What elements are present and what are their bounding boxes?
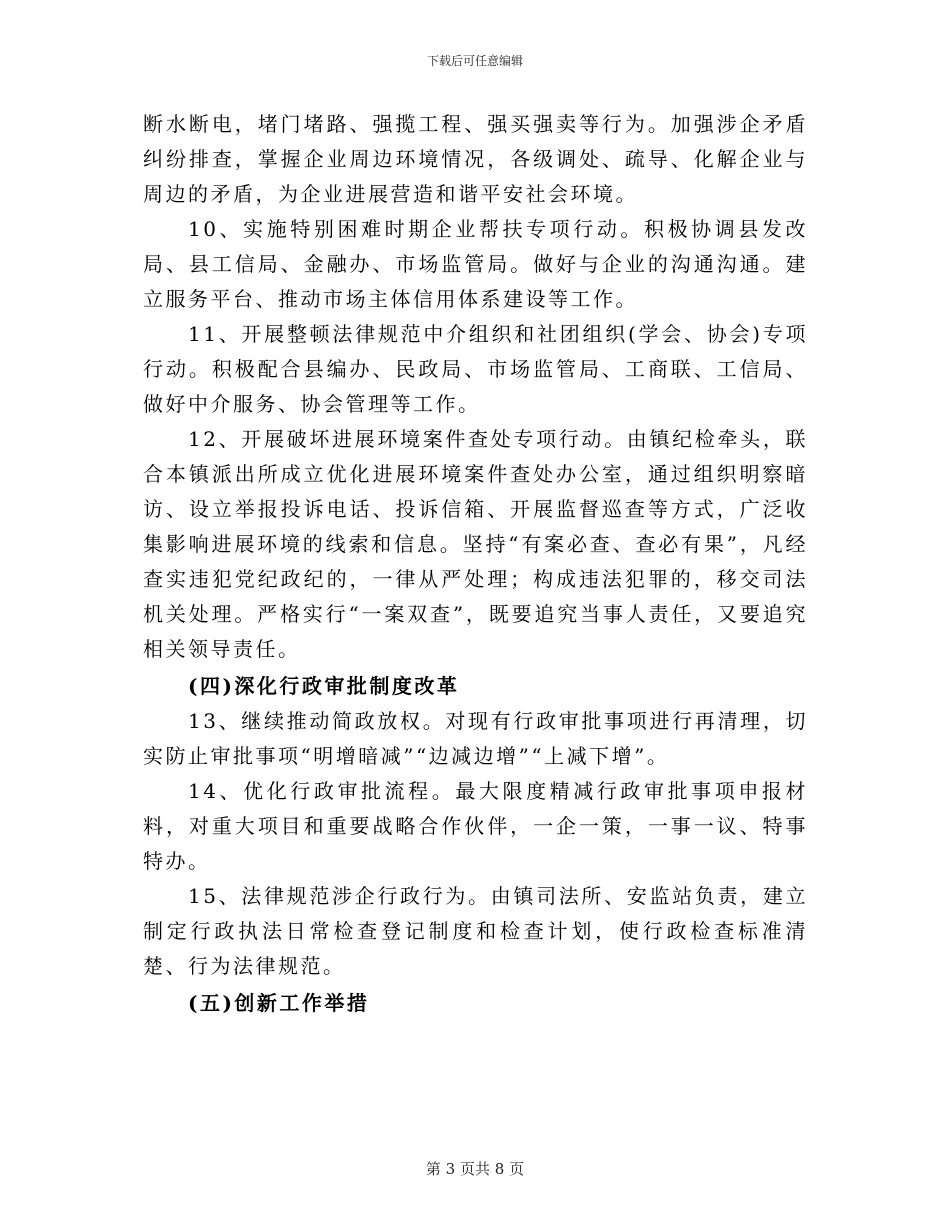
paragraph-item-12: 12、开展破坏进展环境案件查处专项行动。由镇纪检牵头，联合本镇派出所成立优化进展环境案件查处办公室，通过组织明察暗访、设立举报投诉电话、投诉信箱、开展监督巡查等方式，广泛收集影响进展环境的线索和信息。坚持“有案必查、查必有果”，凡经查实违犯党纪政纪的，一律从严处理；构成违法犯罪的，移交司法机关处理。严格实行“一案双查”，既要追究当事人责任，又要追究相关领导责任。 bbox=[143, 427, 808, 661]
paragraph-item-10: 10、实施特别困难时期企业帮扶专项行动。积极协调县发改局、县工信局、金融办、市场监管局。做好与企业的沟通沟通。建立服务平台、推动市场主体信用体系建设等工作。 bbox=[143, 217, 808, 311]
section-heading-5: (五)创新工作举措 bbox=[188, 991, 370, 1015]
paragraph-item-11: 11、开展整顿法律规范中介组织和社团组织(学会、协会)专项行动。积极配合县编办、民政局、市场监管局、工商联、工信局、做好中介服务、协会管理等工作。 bbox=[143, 322, 808, 416]
document-body bbox=[143, 107, 808, 1021]
page-number: 第 3 页共 8 页 bbox=[425, 1160, 525, 1178]
paragraph-item-14: 14、优化行政审批流程。最大限度精减行政审批事项申报材料，对重大项目和重要战略合作伙伴，一企一策，一事一议、特事特办。 bbox=[143, 779, 808, 873]
paragraph-item-15: 15、法律规范涉企行政行为。由镇司法所、安监站负责，建立制定行政执法日常检查登记制度和检查计划，使行政检查标准清楚、行为法律规范。 bbox=[143, 884, 808, 978]
paragraph-continuation: 断水断电，堵门堵路、强揽工程、强买强卖等行为。加强涉企矛盾纠纷排查，掌握企业周边环境情况，各级调处、疏导、化解企业与周边的矛盾，为企业进展营造和谐平安社会环境。 bbox=[143, 112, 808, 206]
section-heading-4: (四)深化行政审批制度改革 bbox=[188, 674, 460, 698]
paragraph-item-13: 13、继续推动简政放权。对现有行政审批事项进行再清理，切实防止审批事项“明增暗减”“边减边增”“上减下增”。 bbox=[143, 709, 808, 768]
header-note: 下载后可任意编辑 bbox=[426, 54, 523, 68]
